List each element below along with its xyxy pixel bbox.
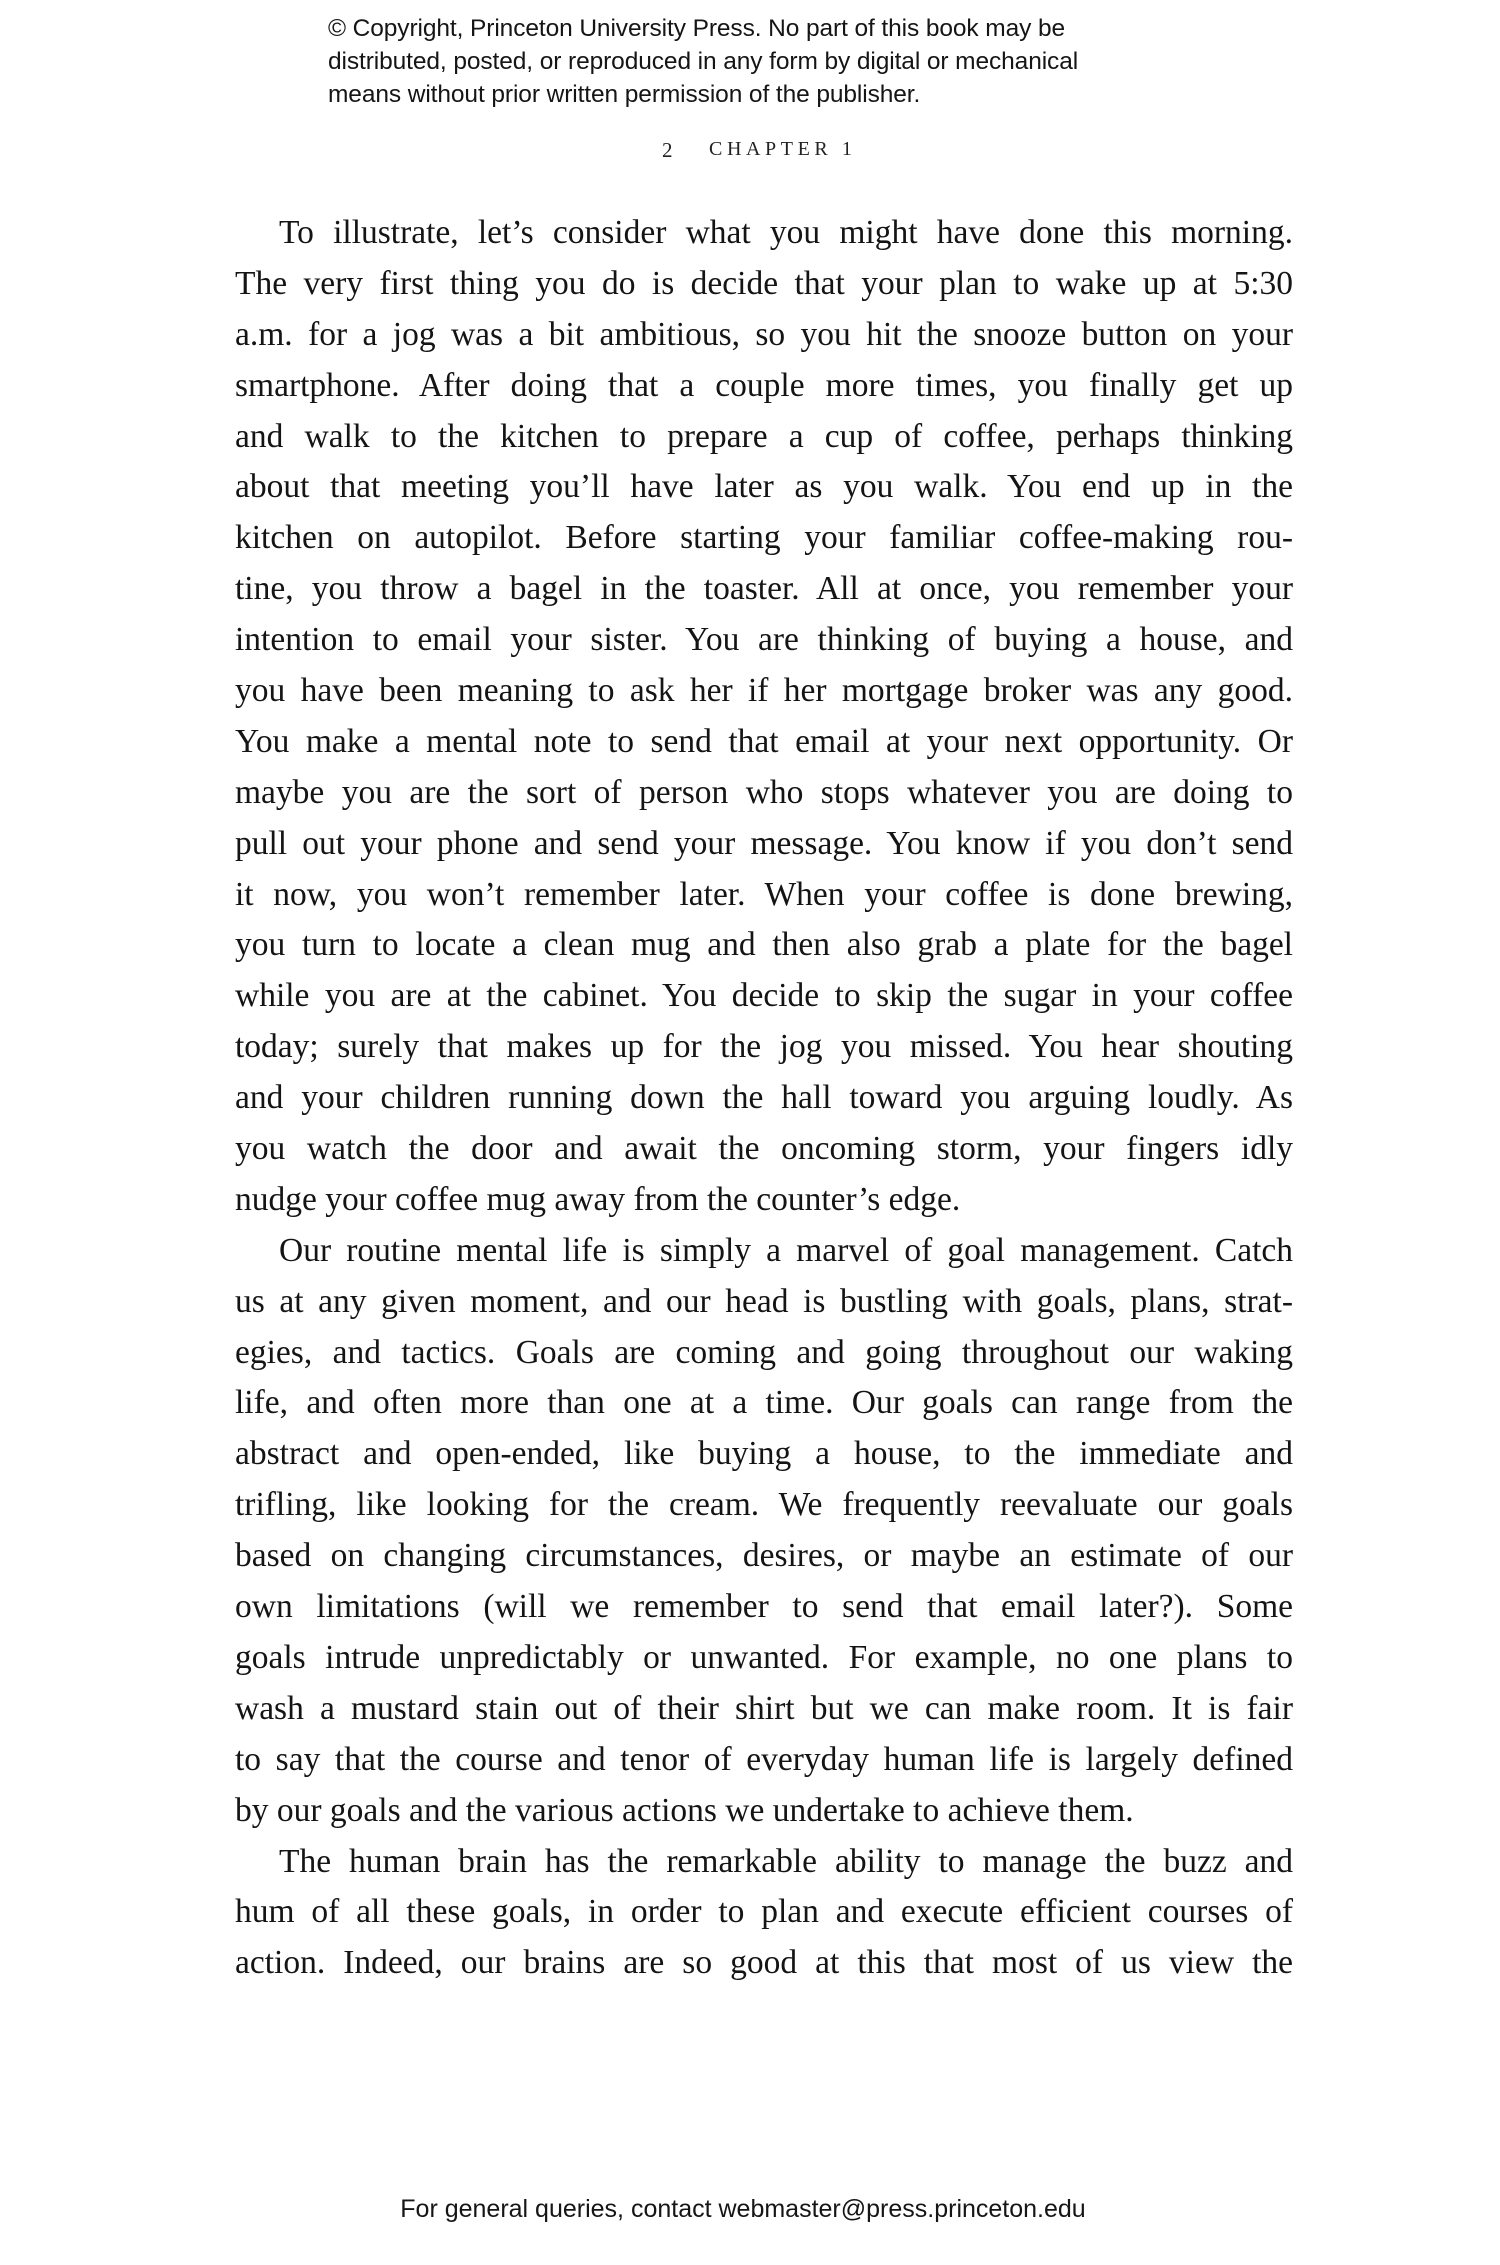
text-line: you have been meaning to ask her if her mortgage broker was any good. [235,672,1293,710]
copyright-line: distributed, posted, or reproduced in any form by digital or mechanical [328,48,1079,75]
text-line: Our routine mental life is simply a marvel of goal management. Catch [279,1231,1293,1269]
text-line: To illustrate, let’s consider what you might have done this morning. [279,214,1293,251]
text-line: hum of all these goals, in order to plan and execute efficient courses of [235,1893,1293,1931]
paragraph [235,208,1293,1226]
text-line: The very first thing you do is decide that your plan to wake up at 5:30 [235,264,1293,302]
copyright-notice [328,12,1188,111]
page-number: 2 [662,138,673,162]
footer-text: For general queries, contact webmaster@press.princeton.edu [400,2195,1086,2223]
text-line: egies, and tactics. Goals are coming and going throughout our waking [235,1333,1293,1371]
text-line: wash a mustard stain out of their shirt but we can make room. It is fair [235,1689,1293,1727]
text-line: based on changing circumstances, desires, or maybe an estimate of our [235,1537,1293,1575]
text-line: intention to email your sister. You are thinking of buying a house, and [235,621,1293,659]
text-line: smartphone. After doing that a couple more times, you finally get up [235,366,1293,404]
text-line: a.m. for a jog was a bit ambitious, so you hit the snooze button on your [235,315,1293,353]
text-line: to say that the course and tenor of everyday human life is largely defined [235,1740,1293,1778]
footer-contact [0,2195,1500,2224]
text-line: kitchen on autopilot. Before starting your familiar coffee-making rou- [235,519,1293,557]
text-line: action. Indeed, our brains are so good at this that most of us view the [235,1944,1293,1982]
copyright-line: means without prior written permission of the publisher. [328,81,921,108]
text-line: and your children running down the hall toward you arguing loudly. As [235,1079,1293,1117]
paragraph [235,1226,1293,1837]
text-line: nudge your coffee mug away from the counter’s edge. [235,1180,961,1218]
text-line: you watch the door and await the oncoming storm, your fingers idly [235,1130,1293,1168]
text-line: while you are at the cabinet. You decide to skip the sugar in your coffee [235,977,1293,1015]
text-line: life, and often more than one at a time. Our goals can range from the [235,1384,1293,1422]
text-line: us at any given moment, and our head is bustling with goals, plans, strat- [235,1282,1293,1320]
text-line: maybe you are the sort of person who stops whatever you are doing to [235,773,1293,811]
text-line: about that meeting you’ll have later as you walk. You end up in the [235,468,1293,506]
text-line: pull out your phone and send your message. You know if you don’t send [235,824,1293,862]
text-line: trifling, like looking for the cream. We frequently reevaluate our goals [235,1486,1293,1524]
text-line: goals intrude unpredictably or unwanted. For example, no one plans to [235,1638,1293,1676]
text-line: it now, you won’t remember later. When your coffee is done brewing, [235,875,1293,913]
chapter-label: CHAPTER 1 [709,138,857,160]
body-text [235,208,1293,1989]
text-line: The human brain has the remarkable ability to manage the buzz and [279,1842,1293,1880]
text-line: You make a mental note to send that email at your next opportunity. Or [235,722,1293,760]
text-line: you turn to locate a clean mug and then also grab a plate for the bagel [235,926,1293,964]
text-line: abstract and open-ended, like buying a house, to the immediate and [235,1435,1293,1473]
paragraph [235,1837,1293,1990]
text-line: today; surely that makes up for the jog you missed. You hear shouting [235,1028,1293,1066]
text-line: tine, you throw a bagel in the toaster. All at once, you remember your [235,570,1293,608]
text-line: own limitations (will we remember to send that email later?). Some [235,1588,1293,1626]
text-line: by our goals and the various actions we undertake to achieve them. [235,1791,1134,1829]
copyright-line: © Copyright, Princeton University Press. No part of this book may be [328,15,1066,42]
text-line: and walk to the kitchen to prepare a cup of coffee, perhaps thinking [235,417,1293,455]
